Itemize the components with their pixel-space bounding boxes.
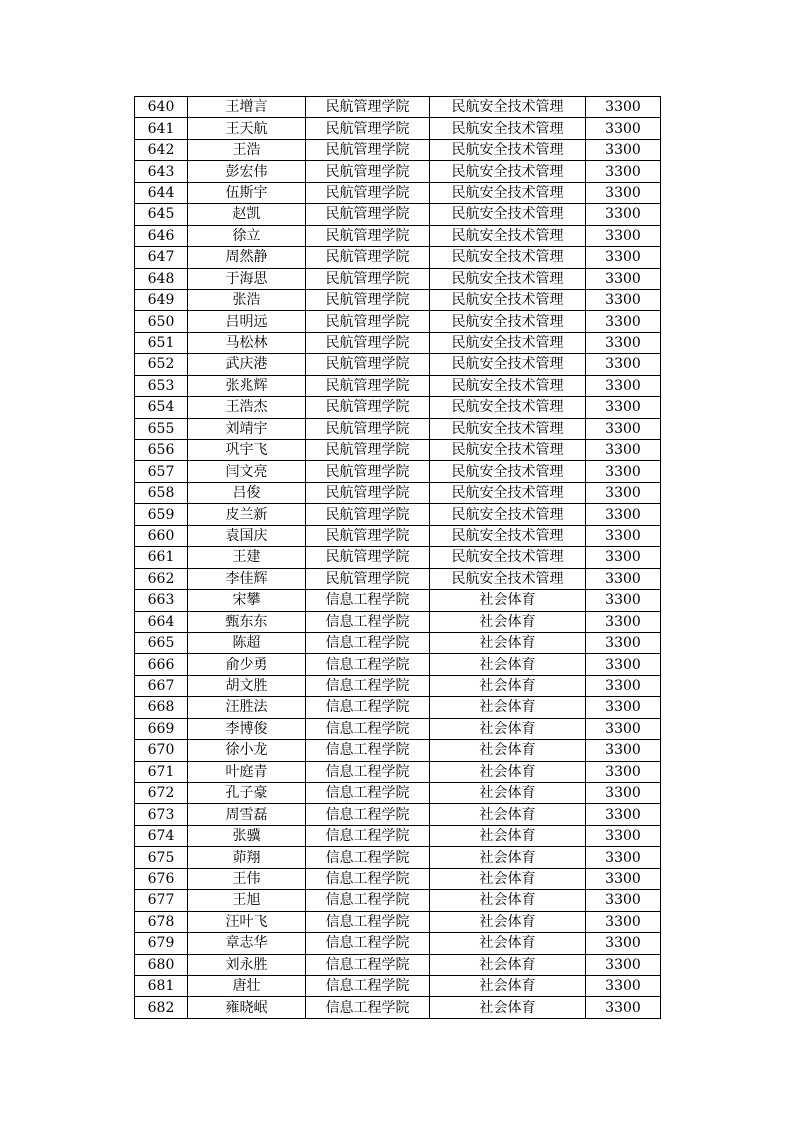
student-name-cell: 李博俊	[188, 718, 306, 739]
row-number-cell: 678	[135, 911, 188, 932]
student-name-cell: 王建	[188, 547, 306, 568]
amount-cell: 3300	[586, 139, 661, 160]
student-name-cell: 武庆港	[188, 354, 306, 375]
table-row	[135, 482, 661, 503]
major-cell: 社会体育	[430, 675, 586, 696]
major-cell: 民航安全技术管理	[430, 504, 586, 525]
student-name-cell: 汪叶飞	[188, 911, 306, 932]
college-cell: 信息工程学院	[306, 997, 430, 1018]
student-name-cell: 周然静	[188, 247, 306, 268]
college-cell: 信息工程学院	[306, 911, 430, 932]
college-cell: 信息工程学院	[306, 590, 430, 611]
college-cell: 民航管理学院	[306, 118, 430, 139]
row-number-cell: 650	[135, 311, 188, 332]
amount-cell: 3300	[586, 590, 661, 611]
table-row	[135, 247, 661, 268]
student-name-cell: 王旭	[188, 890, 306, 911]
amount-cell: 3300	[586, 890, 661, 911]
college-cell: 信息工程学院	[306, 611, 430, 632]
amount-cell: 3300	[586, 547, 661, 568]
row-number-cell: 649	[135, 289, 188, 310]
major-cell: 民航安全技术管理	[430, 461, 586, 482]
table-row	[135, 525, 661, 546]
student-name-cell: 胡文胜	[188, 675, 306, 696]
student-name-cell: 张兆辉	[188, 375, 306, 396]
roster-table-body	[135, 97, 661, 1019]
college-cell: 信息工程学院	[306, 675, 430, 696]
row-number-cell: 663	[135, 590, 188, 611]
table-row	[135, 311, 661, 332]
table-row	[135, 654, 661, 675]
amount-cell: 3300	[586, 933, 661, 954]
college-cell: 民航管理学院	[306, 268, 430, 289]
row-number-cell: 654	[135, 397, 188, 418]
major-cell: 民航安全技术管理	[430, 97, 586, 118]
table-row	[135, 504, 661, 525]
student-name-cell: 王浩杰	[188, 397, 306, 418]
college-cell: 信息工程学院	[306, 868, 430, 889]
row-number-cell: 679	[135, 933, 188, 954]
major-cell: 社会体育	[430, 997, 586, 1018]
amount-cell: 3300	[586, 97, 661, 118]
college-cell: 民航管理学院	[306, 97, 430, 118]
college-cell: 民航管理学院	[306, 525, 430, 546]
student-name-cell: 徐立	[188, 225, 306, 246]
row-number-cell: 662	[135, 568, 188, 589]
student-name-cell: 袁国庆	[188, 525, 306, 546]
table-row	[135, 268, 661, 289]
student-name-cell: 宋攀	[188, 590, 306, 611]
major-cell: 社会体育	[430, 911, 586, 932]
major-cell: 社会体育	[430, 975, 586, 996]
table-row	[135, 440, 661, 461]
table-row	[135, 225, 661, 246]
amount-cell: 3300	[586, 783, 661, 804]
college-cell: 民航管理学院	[306, 289, 430, 310]
major-cell: 社会体育	[430, 890, 586, 911]
student-name-cell: 吕明远	[188, 311, 306, 332]
student-name-cell: 王浩	[188, 139, 306, 160]
amount-cell: 3300	[586, 440, 661, 461]
row-number-cell: 643	[135, 161, 188, 182]
student-name-cell: 刘靖宇	[188, 418, 306, 439]
student-name-cell: 吕俊	[188, 482, 306, 503]
student-name-cell: 孔子豪	[188, 783, 306, 804]
amount-cell: 3300	[586, 761, 661, 782]
student-name-cell: 周雪磊	[188, 804, 306, 825]
row-number-cell: 672	[135, 783, 188, 804]
table-row	[135, 804, 661, 825]
table-row	[135, 204, 661, 225]
row-number-cell: 661	[135, 547, 188, 568]
amount-cell: 3300	[586, 418, 661, 439]
amount-cell: 3300	[586, 332, 661, 353]
row-number-cell: 646	[135, 225, 188, 246]
row-number-cell: 668	[135, 697, 188, 718]
student-name-cell: 徐小龙	[188, 740, 306, 761]
college-cell: 信息工程学院	[306, 761, 430, 782]
table-row	[135, 161, 661, 182]
major-cell: 社会体育	[430, 632, 586, 653]
amount-cell: 3300	[586, 247, 661, 268]
row-number-cell: 651	[135, 332, 188, 353]
college-cell: 民航管理学院	[306, 418, 430, 439]
student-name-cell: 茆翔	[188, 847, 306, 868]
table-row	[135, 332, 661, 353]
student-name-cell: 张骥	[188, 825, 306, 846]
amount-cell: 3300	[586, 311, 661, 332]
student-name-cell: 彭宏伟	[188, 161, 306, 182]
major-cell: 民航安全技术管理	[430, 139, 586, 160]
table-row	[135, 289, 661, 310]
major-cell: 民航安全技术管理	[430, 268, 586, 289]
row-number-cell: 653	[135, 375, 188, 396]
amount-cell: 3300	[586, 461, 661, 482]
student-name-cell: 叶庭青	[188, 761, 306, 782]
major-cell: 社会体育	[430, 718, 586, 739]
student-name-cell: 赵凯	[188, 204, 306, 225]
student-name-cell: 王伟	[188, 868, 306, 889]
student-name-cell: 马松林	[188, 332, 306, 353]
amount-cell: 3300	[586, 525, 661, 546]
amount-cell: 3300	[586, 632, 661, 653]
row-number-cell: 657	[135, 461, 188, 482]
amount-cell: 3300	[586, 911, 661, 932]
row-number-cell: 648	[135, 268, 188, 289]
table-row	[135, 954, 661, 975]
row-number-cell: 677	[135, 890, 188, 911]
amount-cell: 3300	[586, 289, 661, 310]
row-number-cell: 660	[135, 525, 188, 546]
table-row	[135, 697, 661, 718]
college-cell: 信息工程学院	[306, 654, 430, 675]
amount-cell: 3300	[586, 504, 661, 525]
table-row	[135, 118, 661, 139]
student-name-cell: 李佳辉	[188, 568, 306, 589]
row-number-cell: 666	[135, 654, 188, 675]
major-cell: 民航安全技术管理	[430, 547, 586, 568]
row-number-cell: 671	[135, 761, 188, 782]
amount-cell: 3300	[586, 825, 661, 846]
amount-cell: 3300	[586, 997, 661, 1018]
major-cell: 民航安全技术管理	[430, 375, 586, 396]
college-cell: 信息工程学院	[306, 718, 430, 739]
row-number-cell: 647	[135, 247, 188, 268]
table-row	[135, 461, 661, 482]
row-number-cell: 665	[135, 632, 188, 653]
table-row	[135, 675, 661, 696]
row-number-cell: 641	[135, 118, 188, 139]
college-cell: 信息工程学院	[306, 975, 430, 996]
amount-cell: 3300	[586, 740, 661, 761]
major-cell: 民航安全技术管理	[430, 247, 586, 268]
student-name-cell: 王天航	[188, 118, 306, 139]
college-cell: 民航管理学院	[306, 247, 430, 268]
row-number-cell: 656	[135, 440, 188, 461]
major-cell: 社会体育	[430, 933, 586, 954]
major-cell: 民航安全技术管理	[430, 225, 586, 246]
student-name-cell: 伍斯宇	[188, 182, 306, 203]
table-row	[135, 547, 661, 568]
college-cell: 信息工程学院	[306, 954, 430, 975]
major-cell: 民航安全技术管理	[430, 332, 586, 353]
amount-cell: 3300	[586, 182, 661, 203]
major-cell: 民航安全技术管理	[430, 354, 586, 375]
row-number-cell: 682	[135, 997, 188, 1018]
table-row	[135, 783, 661, 804]
major-cell: 民航安全技术管理	[430, 289, 586, 310]
table-row	[135, 890, 661, 911]
table-row	[135, 825, 661, 846]
major-cell: 社会体育	[430, 611, 586, 632]
major-cell: 民航安全技术管理	[430, 482, 586, 503]
college-cell: 信息工程学院	[306, 933, 430, 954]
student-name-cell: 俞少勇	[188, 654, 306, 675]
row-number-cell: 676	[135, 868, 188, 889]
table-row	[135, 975, 661, 996]
student-name-cell: 唐壮	[188, 975, 306, 996]
amount-cell: 3300	[586, 654, 661, 675]
amount-cell: 3300	[586, 118, 661, 139]
college-cell: 信息工程学院	[306, 825, 430, 846]
table-row	[135, 397, 661, 418]
college-cell: 信息工程学院	[306, 740, 430, 761]
amount-cell: 3300	[586, 697, 661, 718]
table-row	[135, 97, 661, 118]
college-cell: 民航管理学院	[306, 397, 430, 418]
table-row	[135, 933, 661, 954]
major-cell: 民航安全技术管理	[430, 161, 586, 182]
student-name-cell: 皮兰新	[188, 504, 306, 525]
amount-cell: 3300	[586, 868, 661, 889]
major-cell: 社会体育	[430, 761, 586, 782]
student-name-cell: 刘永胜	[188, 954, 306, 975]
student-name-cell: 闫文亮	[188, 461, 306, 482]
amount-cell: 3300	[586, 847, 661, 868]
college-cell: 信息工程学院	[306, 632, 430, 653]
major-cell: 民航安全技术管理	[430, 568, 586, 589]
row-number-cell: 655	[135, 418, 188, 439]
college-cell: 民航管理学院	[306, 375, 430, 396]
student-name-cell: 雍晓岷	[188, 997, 306, 1018]
college-cell: 民航管理学院	[306, 482, 430, 503]
amount-cell: 3300	[586, 354, 661, 375]
amount-cell: 3300	[586, 718, 661, 739]
table-row	[135, 911, 661, 932]
row-number-cell: 673	[135, 804, 188, 825]
major-cell: 社会体育	[430, 954, 586, 975]
college-cell: 信息工程学院	[306, 847, 430, 868]
major-cell: 民航安全技术管理	[430, 418, 586, 439]
student-name-cell: 章志华	[188, 933, 306, 954]
row-number-cell: 681	[135, 975, 188, 996]
row-number-cell: 645	[135, 204, 188, 225]
major-cell: 民航安全技术管理	[430, 525, 586, 546]
student-name-cell: 张浩	[188, 289, 306, 310]
amount-cell: 3300	[586, 975, 661, 996]
table-row	[135, 590, 661, 611]
student-name-cell: 王增言	[188, 97, 306, 118]
major-cell: 民航安全技术管理	[430, 440, 586, 461]
major-cell: 社会体育	[430, 654, 586, 675]
row-number-cell: 659	[135, 504, 188, 525]
row-number-cell: 670	[135, 740, 188, 761]
college-cell: 民航管理学院	[306, 332, 430, 353]
row-number-cell: 644	[135, 182, 188, 203]
table-row	[135, 997, 661, 1018]
major-cell: 民航安全技术管理	[430, 118, 586, 139]
major-cell: 民航安全技术管理	[430, 397, 586, 418]
college-cell: 民航管理学院	[306, 182, 430, 203]
row-number-cell: 675	[135, 847, 188, 868]
row-number-cell: 652	[135, 354, 188, 375]
row-number-cell: 642	[135, 139, 188, 160]
student-name-cell: 汪胜法	[188, 697, 306, 718]
college-cell: 民航管理学院	[306, 204, 430, 225]
major-cell: 社会体育	[430, 868, 586, 889]
row-number-cell: 667	[135, 675, 188, 696]
row-number-cell: 664	[135, 611, 188, 632]
table-row	[135, 847, 661, 868]
amount-cell: 3300	[586, 204, 661, 225]
table-row	[135, 354, 661, 375]
table-row	[135, 182, 661, 203]
college-cell: 民航管理学院	[306, 311, 430, 332]
major-cell: 民航安全技术管理	[430, 182, 586, 203]
row-number-cell: 674	[135, 825, 188, 846]
college-cell: 民航管理学院	[306, 461, 430, 482]
college-cell: 民航管理学院	[306, 225, 430, 246]
table-row	[135, 375, 661, 396]
college-cell: 信息工程学院	[306, 697, 430, 718]
major-cell: 民航安全技术管理	[430, 311, 586, 332]
table-row	[135, 718, 661, 739]
college-cell: 信息工程学院	[306, 890, 430, 911]
row-number-cell: 640	[135, 97, 188, 118]
table-row	[135, 740, 661, 761]
college-cell: 信息工程学院	[306, 804, 430, 825]
table-row	[135, 761, 661, 782]
major-cell: 社会体育	[430, 825, 586, 846]
major-cell: 社会体育	[430, 847, 586, 868]
table-row	[135, 868, 661, 889]
amount-cell: 3300	[586, 611, 661, 632]
amount-cell: 3300	[586, 268, 661, 289]
amount-cell: 3300	[586, 375, 661, 396]
row-number-cell: 658	[135, 482, 188, 503]
college-cell: 民航管理学院	[306, 440, 430, 461]
student-name-cell: 于海思	[188, 268, 306, 289]
table-row	[135, 418, 661, 439]
student-name-cell: 甄东东	[188, 611, 306, 632]
amount-cell: 3300	[586, 397, 661, 418]
amount-cell: 3300	[586, 482, 661, 503]
college-cell: 民航管理学院	[306, 568, 430, 589]
student-name-cell: 巩宇飞	[188, 440, 306, 461]
amount-cell: 3300	[586, 161, 661, 182]
major-cell: 民航安全技术管理	[430, 204, 586, 225]
amount-cell: 3300	[586, 954, 661, 975]
amount-cell: 3300	[586, 225, 661, 246]
college-cell: 信息工程学院	[306, 783, 430, 804]
table-row	[135, 139, 661, 160]
student-name-cell: 陈超	[188, 632, 306, 653]
major-cell: 社会体育	[430, 697, 586, 718]
college-cell: 民航管理学院	[306, 354, 430, 375]
major-cell: 社会体育	[430, 804, 586, 825]
major-cell: 社会体育	[430, 783, 586, 804]
amount-cell: 3300	[586, 675, 661, 696]
major-cell: 社会体育	[430, 740, 586, 761]
table-row	[135, 632, 661, 653]
table-row	[135, 568, 661, 589]
college-cell: 民航管理学院	[306, 161, 430, 182]
row-number-cell: 669	[135, 718, 188, 739]
college-cell: 民航管理学院	[306, 139, 430, 160]
major-cell: 社会体育	[430, 590, 586, 611]
amount-cell: 3300	[586, 568, 661, 589]
roster-table	[134, 96, 661, 1019]
college-cell: 民航管理学院	[306, 504, 430, 525]
table-row	[135, 611, 661, 632]
row-number-cell: 680	[135, 954, 188, 975]
amount-cell: 3300	[586, 804, 661, 825]
college-cell: 民航管理学院	[306, 547, 430, 568]
